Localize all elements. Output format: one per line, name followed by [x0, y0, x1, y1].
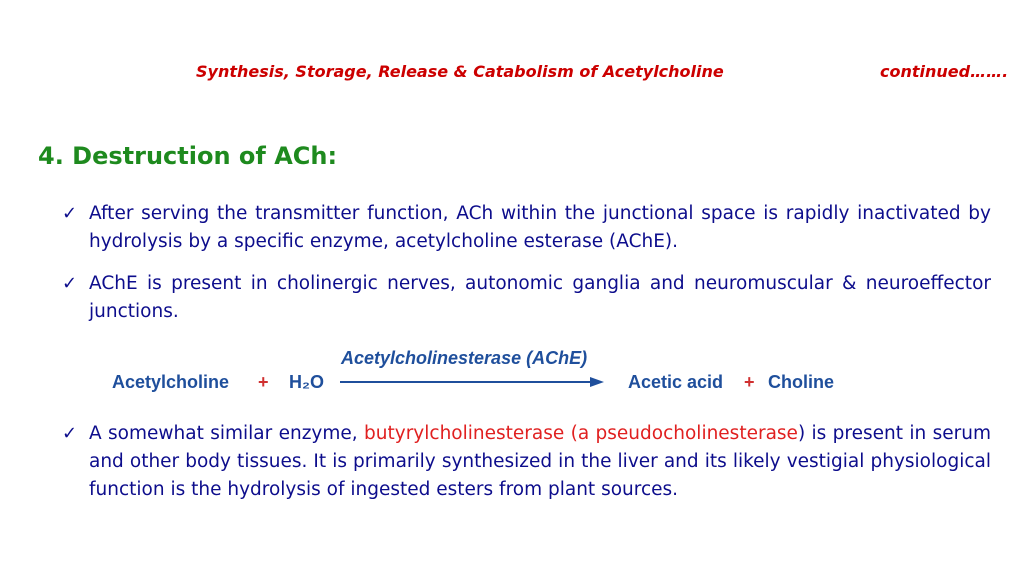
reactant-water: H₂O — [289, 372, 324, 392]
slide-header — [196, 62, 1016, 81]
bullet-text-2: AChE is present in cholinergic nerves, autonomic ganglia and neuromuscular & neuroeffector junctions. — [89, 273, 991, 322]
header-title: Synthesis, Storage, Release & Catabolism of Acetylcholine — [196, 62, 724, 81]
product-acetic-acid: Acetic acid — [628, 372, 724, 392]
plus-sign: + — [744, 372, 755, 392]
bullet-item-3 — [62, 420, 991, 504]
checkmark-icon: ✓ — [62, 203, 78, 224]
plus-sign: + — [258, 372, 269, 392]
bullet-text-3 — [89, 420, 991, 504]
reaction-equation — [0, 340, 1024, 400]
section-title: 4. Destruction of ACh: — [38, 142, 338, 170]
enzyme-highlight: butyrylcholinesterase (a pseudocholinesterase — [364, 423, 798, 444]
header-continued: continued……. — [880, 62, 1009, 81]
enzyme-label: Acetylcholinesterase (AChE) — [341, 348, 588, 368]
checkmark-icon: ✓ — [62, 273, 78, 294]
bullet-text-1: After serving the transmitter function, ACh within the junctional space is rapidly inactivated by hydrolysis by a specific enzyme, acetylcholine esterase (AChE). — [89, 203, 991, 252]
bullet-item-1 — [62, 200, 991, 256]
checkmark-icon: ✓ — [62, 423, 78, 444]
reactant-acetylcholine: Acetylcholine — [112, 372, 230, 392]
bullet-text-3-after: ) is present in serum and other body tissues. It is primarily synthesized in the liver and its likely vestigial physiological function is the hydrolysis of ingested esters from plant sources. — [89, 423, 991, 500]
bullet-text-3-before: A somewhat similar enzyme, — [89, 423, 365, 444]
bullet-item-2 — [62, 270, 991, 326]
product-choline: Choline — [768, 372, 834, 392]
